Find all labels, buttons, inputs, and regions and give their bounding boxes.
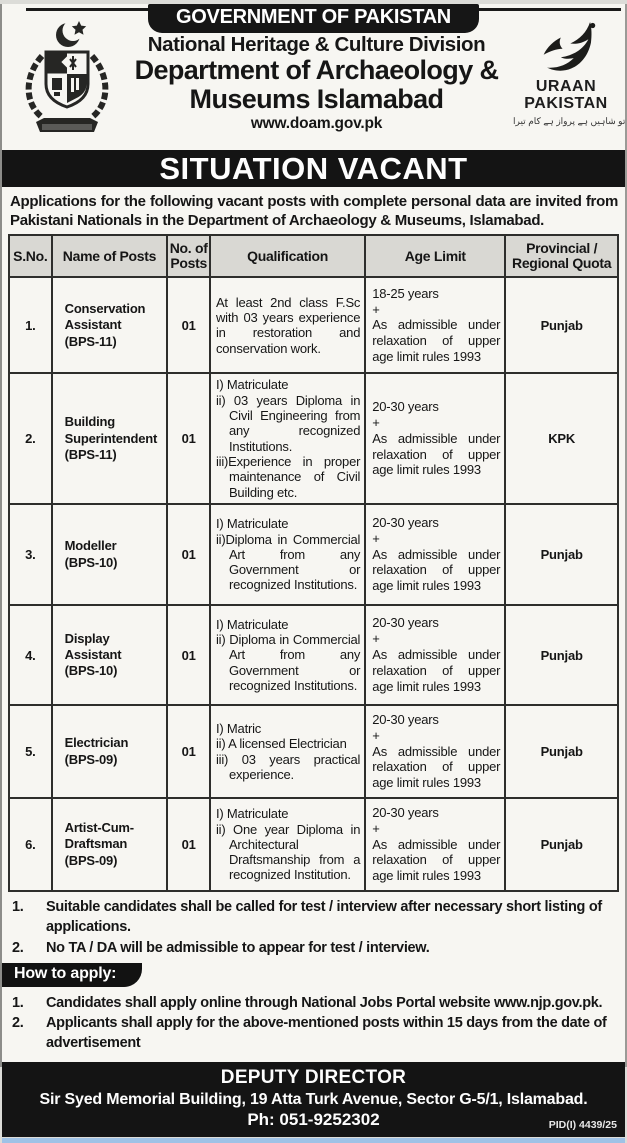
uraan-pakistan-logo [513,20,626,127]
post-name-line: Display [64,630,110,646]
cell-regional-quota: Punjab [505,705,618,798]
column-header-line: Regional Quota [512,255,612,272]
cell-qualification [210,373,365,504]
cell-regional-quota: Punjab [505,504,618,605]
note-item [12,938,617,958]
footer-pid-number: PID(I) 4439/25 [548,1118,617,1131]
post-name-line: Artist-Cum- [64,820,134,836]
ad-header [2,4,625,150]
cell-number-of-posts: 01 [167,373,210,504]
column-header-line: No. of [169,239,208,256]
column-header-1 [52,235,168,277]
cell-post-name [52,504,168,605]
qualification-line: ii) 03 years Diploma in Civil Engineering from any recognized Institutions. [215,392,361,454]
age-relaxation-note: As admissible under relaxation of upper age limit rules 1993 [372,317,501,365]
post-name-line: Building [64,414,116,430]
post-name-line: Draftsman [64,836,128,852]
cell-qualification [210,504,365,605]
how-to-apply-list [2,987,625,1060]
cell-number-of-posts: 01 [167,798,210,891]
how-to-apply-item-number: 2. [12,1015,24,1032]
how-to-apply-item-text: Applicants shall apply for the above-mentioned posts within 15 days from the date of advertisement [46,1015,607,1052]
bottom-blue-rule [2,1138,625,1143]
table-row [9,504,618,605]
cell-post-name [52,373,168,504]
post-name-line: Modeller [64,538,117,554]
uraan-urdu-tagline: تو شاہیں ہے پرواز ہے کام تیرا [513,115,626,126]
note-item [12,897,617,938]
falcon-icon [523,20,609,74]
table-row [9,605,618,705]
qualification-line: At least 2nd class F.Sc with 03 years experience in restoration and conservation work. [215,294,361,356]
cell-age-limit [365,373,505,504]
qualification-line: ii)Diploma in Commercial Art from any Government or recognized Institutions. [215,531,361,593]
column-header-2 [167,235,210,277]
how-to-apply-banner: How to apply: [2,963,142,987]
qualification-line: I) Matriculate [215,806,289,822]
column-header-line: S.No. [13,247,48,264]
column-header-line: Name of Posts [62,247,157,264]
department-title-line2: Museums Islamabad [189,84,444,115]
cell-serial-number: 2. [9,373,52,504]
column-header-line: Provincial / [526,239,598,256]
table-row [9,277,618,373]
how-to-apply-item [12,1013,617,1054]
column-header-line: Age Limit [404,247,466,264]
age-plus-sign: + [372,530,380,546]
department-website: www.doam.gov.pk [250,115,383,133]
age-relaxation-note: As admissible under relaxation of upper age limit rules 1993 [372,430,501,478]
jobs-table [8,234,619,892]
cell-age-limit [365,504,505,605]
post-name-line: Assistant [64,646,122,662]
cell-number-of-posts: 01 [167,277,210,373]
qualification-line: I) Matric [215,720,262,736]
cell-post-name [52,277,168,373]
qualification-line: iii)Experience in proper maintenance of Civil Building etc. [215,454,361,500]
pakistan-emblem-icon [16,18,118,144]
column-header-line: Qualification [247,247,329,264]
qualification-line: I) Matriculate [215,616,289,632]
age-relaxation-note: As admissible under relaxation of upper age limit rules 1993 [372,546,501,594]
age-relaxation-note: As admissible under relaxation of upper age limit rules 1993 [372,743,501,791]
age-range: 20-30 years [372,615,439,631]
cell-post-name [52,705,168,798]
age-range: 20-30 years [372,711,439,727]
note-item-text: Suitable candidates shall be called for test / interview after necessary short listing of applications. [46,899,602,936]
post-name-line: Superintendent [64,430,158,446]
age-plus-sign: + [372,820,380,836]
age-relaxation-note: As admissible under relaxation of upper age limit rules 1993 [372,647,501,694]
uraan-logo-line2: PAKISTAN [524,94,608,112]
cell-number-of-posts: 01 [167,705,210,798]
post-name-line: Conservation [64,301,146,316]
how-to-apply-item-number: 1. [12,994,24,1011]
column-header-4 [365,235,505,277]
column-header-line: Posts [170,255,207,272]
column-header-0 [9,235,52,277]
division-title: National Heritage & Culture Division [147,33,486,56]
cell-number-of-posts: 01 [167,504,210,605]
cell-serial-number: 6. [9,798,52,891]
footer-address: Sir Syed Memorial Building, 19 Atta Turk Avenue, Sector G-5/1, Islamabad. [39,1090,588,1108]
how-to-apply-item-text: Candidates shall apply online through National Jobs Portal website www.njp.gov.pk. [46,994,603,1011]
cell-serial-number: 5. [9,705,52,798]
post-name-line: (BPS-10) [64,663,118,679]
cell-age-limit [365,705,505,798]
note-item-number: 1. [12,899,24,915]
cell-age-limit [365,798,505,891]
uraan-logo-line1: URAAN [535,78,597,95]
cell-regional-quota: KPK [505,373,618,504]
age-plus-sign: + [372,631,380,647]
footer-phone: Ph: 051-9252302 [247,1109,380,1129]
note-item-text: No TA / DA will be admissible to appear for test / interview. [46,939,430,956]
footer-designation: DEPUTY DIRECTOR [220,1066,407,1088]
cell-post-name [52,798,168,891]
column-header-3 [210,235,365,277]
age-range: 20-30 years [372,399,439,415]
qualification-line: I) Matriculate [215,377,289,393]
post-name-line: Electrician [64,735,129,751]
jobs-table-body [9,277,618,891]
table-row [9,798,618,891]
age-plus-sign: + [372,301,380,317]
cell-number-of-posts: 01 [167,605,210,705]
cell-serial-number: 3. [9,504,52,605]
cell-qualification [210,705,365,798]
table-row [9,705,618,798]
notes-list [2,892,625,961]
post-name-line: (BPS-09) [64,751,118,767]
cell-qualification [210,798,365,891]
cell-serial-number: 4. [9,605,52,705]
post-name-line: (BPS-10) [64,554,118,570]
header-titles [120,34,513,133]
post-name-line: (BPS-09) [64,852,118,868]
cell-post-name [52,605,168,705]
qualification-line: ii) One year Diploma in Architectural Draftsmanship from a recognized Institution. [215,821,361,883]
cell-regional-quota: Punjab [505,798,618,891]
ad-footer [2,1062,625,1137]
cell-qualification [210,605,365,705]
table-header-row [9,235,618,277]
age-range: 20-30 years [372,804,439,820]
cell-age-limit [365,605,505,705]
cell-regional-quota: Punjab [505,605,618,705]
qualification-line: iii) 03 years practical experience. [215,751,361,782]
cell-serial-number: 1. [9,277,52,373]
qualification-line: I) Matriculate [215,516,289,532]
note-item-number: 2. [12,939,24,956]
age-relaxation-note: As admissible under relaxation of upper age limit rules 1993 [372,836,501,884]
qualification-line: ii) Diploma in Commercial Art from any Government or recognized Institutions. [215,632,361,693]
column-header-5 [505,235,618,277]
age-plus-sign: + [372,727,380,743]
how-to-apply-item [12,993,617,1013]
cell-regional-quota: Punjab [505,277,618,373]
intro-paragraph: Applications for the following vacant posts with complete personal data are invited from Pakistani Nationals in the Department of Archaeology & Museums, Islamabad. [10,193,618,230]
cell-qualification [210,277,365,373]
post-name-line: (BPS-11) [64,333,117,349]
job-advertisement-page [0,4,627,1131]
department-title-line1: Department of Archaeology & [134,55,499,86]
situation-vacant-banner: SITUATION VACANT [2,150,625,187]
age-range: 18-25 years [372,285,439,301]
post-name-line: Assistant [64,317,122,333]
government-banner: GOVERNMENT OF PAKISTAN [148,4,479,33]
age-range: 20-30 years [372,514,439,530]
table-row [9,373,618,504]
age-plus-sign: + [372,414,380,430]
qualification-line: ii) A licensed Electrician [215,736,347,752]
post-name-line: (BPS-11) [64,446,117,462]
cell-age-limit [365,277,505,373]
